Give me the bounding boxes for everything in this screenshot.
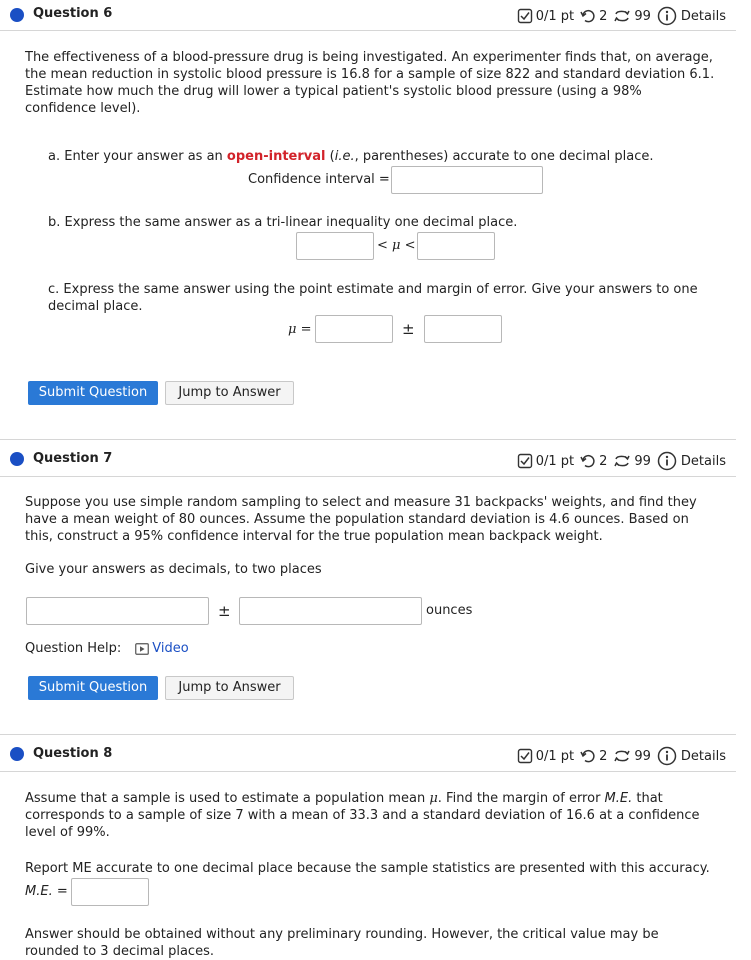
question-8-header <box>0 734 736 772</box>
question-help <box>25 641 189 656</box>
submit-question-button[interactable]: Submit Question <box>28 676 158 700</box>
retry-icon <box>580 748 596 764</box>
info-icon[interactable] <box>657 746 677 766</box>
report-instruction: Report ME accurate to one decimal place because the sample statistics are presented with this accuracy. <box>25 861 710 876</box>
plus-minus-symbol: ± <box>402 320 415 338</box>
details-link[interactable]: Details <box>680 748 726 764</box>
question-prompt: The effectiveness of a blood-pressure drug is being investigated. An experimenter finds that, on average, the mean reduction in systolic blood pressure is 16.8 for a sample of size 822 and standard deviation 6.1. Estimate how much the drug will lower a typical patient's systolic blood pressure (using a 98% confidence level). <box>25 50 715 116</box>
margin-of-error-input[interactable] <box>71 878 149 906</box>
question-6-header <box>0 0 736 31</box>
question-title: Question 7 <box>33 451 113 466</box>
me-label: M.E. = <box>25 884 68 899</box>
question-help-label: Question Help: <box>25 641 122 656</box>
question-7-header <box>0 439 736 477</box>
attempts-count: 99 <box>634 8 651 24</box>
me-symbol: M.E. <box>604 791 633 806</box>
score-text: 0/1 pt <box>535 748 575 764</box>
question-status-dot <box>10 452 24 466</box>
inequality-text: < μ < <box>377 238 416 253</box>
plus-minus-symbol: ± <box>218 602 231 620</box>
jump-to-answer-button[interactable]: Jump to Answer <box>165 381 294 405</box>
score-icon <box>517 8 533 24</box>
interval-margin-input[interactable] <box>239 597 422 625</box>
info-icon[interactable] <box>657 6 677 26</box>
question-meta <box>517 746 726 766</box>
question-status-dot <box>10 747 24 761</box>
question-status-dot <box>10 8 24 22</box>
point-estimate-input[interactable] <box>315 315 393 343</box>
question-title: Question 8 <box>33 746 113 761</box>
mu-symbol: μ <box>429 791 438 806</box>
question-prompt <box>25 790 715 841</box>
score-text: 0/1 pt <box>535 8 575 24</box>
question-instruction: Give your answers as decimals, to two places <box>25 562 322 577</box>
prompt-text: . Find the margin of error <box>437 791 605 806</box>
part-a-instruction: a. Enter your answer as an open-interval (i.e., parentheses) accurate to one decimal place. <box>48 149 654 164</box>
part-c-text: c. Express the same answer using the point estimate and margin of error. Give your answers to one decimal place. <box>48 282 698 314</box>
retry-icon <box>580 8 596 24</box>
interval-center-input[interactable] <box>26 597 209 625</box>
score-icon <box>517 453 533 469</box>
mu-label: μ = <box>288 322 312 337</box>
score-text: 0/1 pt <box>535 453 575 469</box>
part-a-highlight: open-interval <box>226 149 326 164</box>
upper-bound-input[interactable] <box>417 232 495 260</box>
info-icon[interactable] <box>657 451 677 471</box>
submit-question-button[interactable]: Submit Question <box>28 381 158 405</box>
details-link[interactable]: Details <box>680 453 726 469</box>
attempts-icon <box>613 748 631 764</box>
question-title: Question 6 <box>33 6 113 21</box>
video-link[interactable] <box>135 641 188 656</box>
attempts-icon <box>613 453 631 469</box>
attempts-count: 99 <box>634 748 651 764</box>
retry-count: 2 <box>599 748 608 764</box>
question-meta <box>517 6 726 26</box>
prompt-text: that corresponds to a sample of size 7 with a mean of 33.3 and a standard deviation of 16.6 at a confidence level of 99%. <box>25 791 700 840</box>
retry-count: 2 <box>599 8 608 24</box>
footer-note: Answer should be obtained without any preliminary rounding. However, the critical value may be rounded to 3 decimal places. <box>25 927 659 959</box>
attempts-icon <box>613 8 631 24</box>
lower-bound-input[interactable] <box>296 232 374 260</box>
part-b-instruction: b. Express the same answer as a tri-linear inequality one decimal place. <box>48 215 518 230</box>
part-a-italic: i.e. <box>334 149 355 164</box>
score-icon <box>517 748 533 764</box>
details-link[interactable]: Details <box>680 8 726 24</box>
part-a-suffix: , parentheses) accurate to one decimal place. <box>354 149 654 164</box>
part-a-text: a. Enter your answer as an <box>48 149 227 164</box>
attempts-count: 99 <box>634 453 651 469</box>
margin-of-error-input[interactable] <box>424 315 502 343</box>
confidence-interval-label: Confidence interval = <box>248 172 390 187</box>
video-link-text[interactable]: Video <box>152 641 189 656</box>
question-meta <box>517 451 726 471</box>
part-c-instruction <box>48 281 698 315</box>
retry-count: 2 <box>599 453 608 469</box>
prompt-text: Assume that a sample is used to estimate a population mean <box>25 791 430 806</box>
jump-to-answer-button[interactable]: Jump to Answer <box>165 676 294 700</box>
retry-icon <box>580 453 596 469</box>
confidence-interval-input[interactable] <box>391 166 543 194</box>
question-prompt: Suppose you use simple random sampling to select and measure 31 backpacks' weights, and find they have a mean weight of 80 ounces. Assume the population standard deviation is 4.6 ounces. Based on this, construct a 95% confidence interval for the true population mean backpack weight. <box>25 495 697 544</box>
video-icon <box>135 643 149 655</box>
unit-label: ounces <box>426 603 473 618</box>
